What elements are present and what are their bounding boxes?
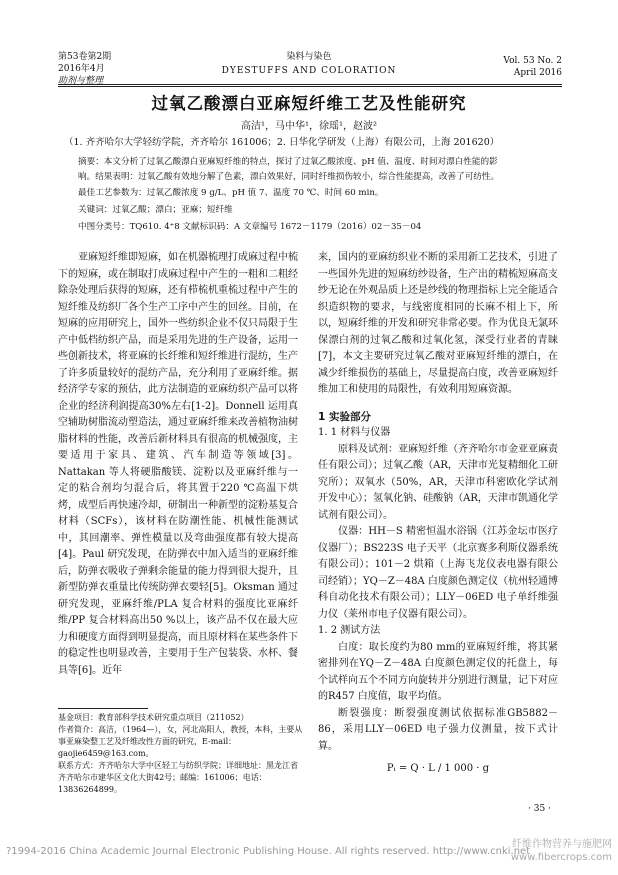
author-note: 作者简介：高洁，（1964—），女，河北高阳人，教授，本科，主要从事亚麻染整工艺及纤维改性方面的研究，E-mail：gaojie6459@163.com。 <box>58 725 303 758</box>
abstract-line-3: 最佳工艺参数为：过氧乙酸浓度 9 g/L、pH 值 7、温度 70 ℃、时间 60 min。 <box>78 188 384 198</box>
materials-paragraph: 原料及试剂：亚麻短纤维（齐齐哈尔市金亚亚麻责任有限公司）；过氧乙酸（AR，天津市光复精细化工研究所）；双氧水（50%，AR，天津市科密欧化学试剂开发中心）；氢氧化钠、硅酸钠（AR，天津市凯通化学试剂有限公司）。 <box>318 443 558 521</box>
strength-formula: Pᵢ = Q · L / 1 000 · g <box>386 763 490 774</box>
classification: 中图分类号：TQ610. 4⁺8 文献标识码：A 文章编号 1672－1179（2016）02－35－04 <box>78 222 422 232</box>
header-rule-2 <box>58 86 562 87</box>
header-rule <box>58 84 562 85</box>
volume-issue-cn: 第53卷第2期 <box>58 52 112 62</box>
instruments-paragraph: 仪器：HH－S 精密恒温水浴锅（江苏金坛市医疗仪器厂）；BS223S 电子天平（北京赛多利斯仪器系统有限公司）；101－2 烘箱（上海飞龙仪表电器有限公司经销）；YQ－Z－48A 白度颜色测定仪（杭州轻通博科自动化技术有限公司）；LLY－06ED 电子单纤维强力仪（莱州市电子仪器有限公司）。 <box>318 526 558 620</box>
fund-note: 基金项目：教育部科学技术研究重点项目（211052） <box>58 713 249 722</box>
page-number: · 35 · <box>528 804 551 814</box>
abstract-line-2: 响。结果表明：过氧乙酸有效地分解了色素，漂白效果好，同时纤维损伤较小，综合性能提高，改善了可纺性。 <box>78 172 500 182</box>
section-heading-1: 1 实验部分 <box>318 410 371 423</box>
date-en: April 2016 <box>513 68 562 78</box>
contact-note: 联系方式：齐齐哈尔大学中区轻工与纺织学院；详细地址：黑龙江省齐齐哈尔市建华区文化大街42号；邮编：161006；电话：13836264899。 <box>58 761 298 794</box>
abstract-line-1: 摘要：本文分析了过氧乙酸漂白亚麻短纤维的特点，探讨了过氧乙酸浓度、pH 值、温度、时间对漂白性能的影 <box>78 157 498 167</box>
footnotes <box>58 712 304 796</box>
site-watermark: 纤维作物营养与施肥网 www.fibercrops.com <box>510 839 612 863</box>
copyright-footer: ?1994-2016 China Academic Journal Electronic Publishing House. All rights reserved. http://www.cnki.net <box>6 846 531 857</box>
section-label: 助剂与整理 <box>58 76 104 86</box>
whiteness-paragraph: 白度：取长度约为80 mm的亚麻短纤维，将其紧密排列在YQ－Z－48A 白度颜色测定仪的托盘上，每个试样向五个不同方向旋转并分别进行测量，记下对应的R457 白度值，取平均值。 <box>318 641 558 702</box>
strength-paragraph: 断裂强度：断裂强度测试依据标准GB5882－86，采用LLY－06ED 电子强力仪测量，按下式计算。 <box>318 707 558 752</box>
keywords: 关键词：过氧乙酸；漂白；亚麻；短纤维 <box>78 205 233 215</box>
date-cn: 2016年4月 <box>58 64 105 74</box>
paper-title: 过氧乙酸漂白亚麻短纤维工艺及性能研究 <box>151 94 467 113</box>
journal-title-en: DYESTUFFS AND COLORATION <box>221 66 397 76</box>
intro-paragraph: 亚麻短纤维即短麻，如在机器梳理打成麻过程中梳下的短麻，或在制取打成麻过程中产生的一粗和二粗经除杂处理后获得的短麻，还有栉梳机重梳过程中产生的短纤维及纺织厂各个生产工序中产生的回丝。目前，在短麻的应用研究上，国外一些纺织企业不仅只局限于生产中低档纺织产品，而是采用先进的生产设备，运用一些创新技术，将亚麻的长纤维和短纤维进行混纺，生产了许多质量较好的混纺产品，充分利用了亚麻纤维。据经济学专家的预估，此方法制造的亚麻纺织产品可以将企业的经济利润提高30%左右[1-2]。Donnell 运用真空辅助树脂流动塑造法，通过亚麻纤维来改善植物油树脂材料的性能，改善后新材料具有很高的机械强度，主要适用于家具、建筑、汽车制造等领域[3]。Nattakan 等人将硬脂酸镁、淀粉以及亚麻纤维与一定的粘合剂均匀混合后，将其置于220 ℃高温下烘烤，成型后再快速冷却，研制出一种新型的淀粉基复合材料（SCFs），该材料在防潮性能、机械性能测试中，其回潮率、弹性模量以及弯曲强度都有较大提高[4]。Paul 研究发现，在防弹衣中加入适当的亚麻纤维后，防弹衣吸收子弹剩余能量的能力得到很大提升，且新型防弹衣重量比传统防弹衣要轻[5]。Oksman 通过研究发现，亚麻纤维/PLA 复合材料的强度比亚麻纤维/PP 复合材料高出50 %以上，该产品不仅在最大应力和硬度方面得到明显提高，而且原材料在某些条件下的稳定性也明显改善，主要用于生产包装袋、水杯、餐具等[6]。近年 <box>58 252 298 676</box>
intro-continued: 来，国内的亚麻纺织业不断的采用新工艺技术，引进了一些国外先进的短麻纺纱设备，生产出的精梳短麻高支纱无论在外观品质上还是纱线的物理指标上完全能适合织造织物的要求，与线密度相同的长麻不相上下，所以，短麻纤维的开发和研究非常必要。作为优良无氯环保漂白剂的过氧乙酸和过氧化氢，深受行业者的青睐[7]，本文主要研究过氧乙酸对亚麻短纤维的漂白，在减少纤维损伤的基础上，尽量提高白度，改善亚麻短纤维加工和使用的局限性，有效利用短麻资源。 <box>318 252 558 395</box>
volume-issue-en: Vol. 53 No. 2 <box>503 56 562 66</box>
affiliation: （1. 齐齐哈尔大学轻纺学院，齐齐哈尔 161006；2. 日华化学研发（上海）有限公司，上海 201620） <box>64 137 500 148</box>
subsection-heading-1-2: 1. 2 测试方法 <box>318 625 381 636</box>
journal-title-cn: 染料与染色 <box>286 52 332 62</box>
authors: 高洁¹，马中华¹，徐瑶¹，赵波² <box>240 121 378 132</box>
subsection-heading-1-1: 1. 1 材料与仪器 <box>318 427 391 438</box>
right-column <box>318 250 558 778</box>
footnote-rule <box>58 708 148 709</box>
left-column <box>58 250 298 679</box>
